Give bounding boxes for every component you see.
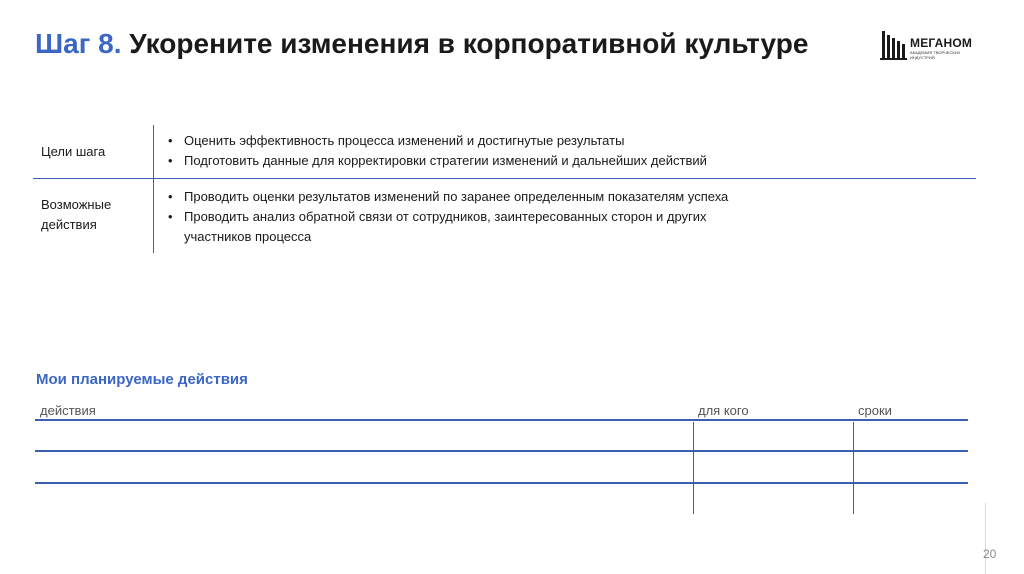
plan-table xyxy=(35,400,968,515)
step-number: Шаг 8. xyxy=(35,28,122,59)
goal-item: • Оценить эффективность процесса изменений и достигнутые результаты xyxy=(168,131,707,151)
plan-cell-deadline[interactable] xyxy=(858,488,963,510)
goal-item: • Подготовить данные для корректировки стратегии изменений и дальнейших действий xyxy=(168,151,707,171)
plan-table-column-divider xyxy=(853,422,854,514)
step-table-divider-horizontal xyxy=(33,178,976,179)
row-label-goals: Цели шага xyxy=(41,144,106,159)
row-label-actions: Возможные действия xyxy=(41,197,112,232)
column-header-actions: действия xyxy=(40,403,96,418)
plan-cell-action[interactable] xyxy=(40,425,690,447)
plan-cell-action[interactable] xyxy=(40,488,690,510)
goals-list xyxy=(168,131,707,171)
step-title: Укорените изменения в корпоративной культуре xyxy=(121,28,809,59)
building-icon xyxy=(880,28,908,62)
column-header-for-whom: для кого xyxy=(698,403,749,418)
action-item: • Проводить анализ обратной связи от сотрудников, заинтересованных сторон и других участников процесса xyxy=(168,207,744,247)
page-divider xyxy=(985,503,986,574)
action-item: • Проводить оценки результатов изменений по заранее определенным показателям успеха xyxy=(168,187,828,207)
logo-name: МЕГАНОМ xyxy=(910,36,973,50)
plan-table-line xyxy=(35,450,968,452)
column-header-deadlines: сроки xyxy=(858,403,892,418)
logo-subtitle: АКАДЕМИЯ ТВОРЧЕСКИХ ИНДУСТРИЙ xyxy=(910,50,961,60)
meganom-logo xyxy=(880,28,990,64)
plan-cell-for-whom[interactable] xyxy=(698,488,848,510)
plan-cell-deadline[interactable] xyxy=(858,456,963,478)
slide-title xyxy=(35,24,850,68)
actions-list xyxy=(168,187,828,247)
plan-cell-for-whom[interactable] xyxy=(698,456,848,478)
plan-cell-deadline[interactable] xyxy=(858,425,963,447)
plan-table-column-divider xyxy=(693,422,694,514)
step-table-divider-vertical xyxy=(153,125,154,253)
plan-cell-action[interactable] xyxy=(40,456,690,478)
plan-title: Мои планируемые действия xyxy=(36,371,248,388)
plan-table-line xyxy=(35,482,968,484)
plan-table-line xyxy=(35,419,968,421)
page-number: 20 xyxy=(983,547,997,561)
plan-cell-for-whom[interactable] xyxy=(698,425,848,447)
